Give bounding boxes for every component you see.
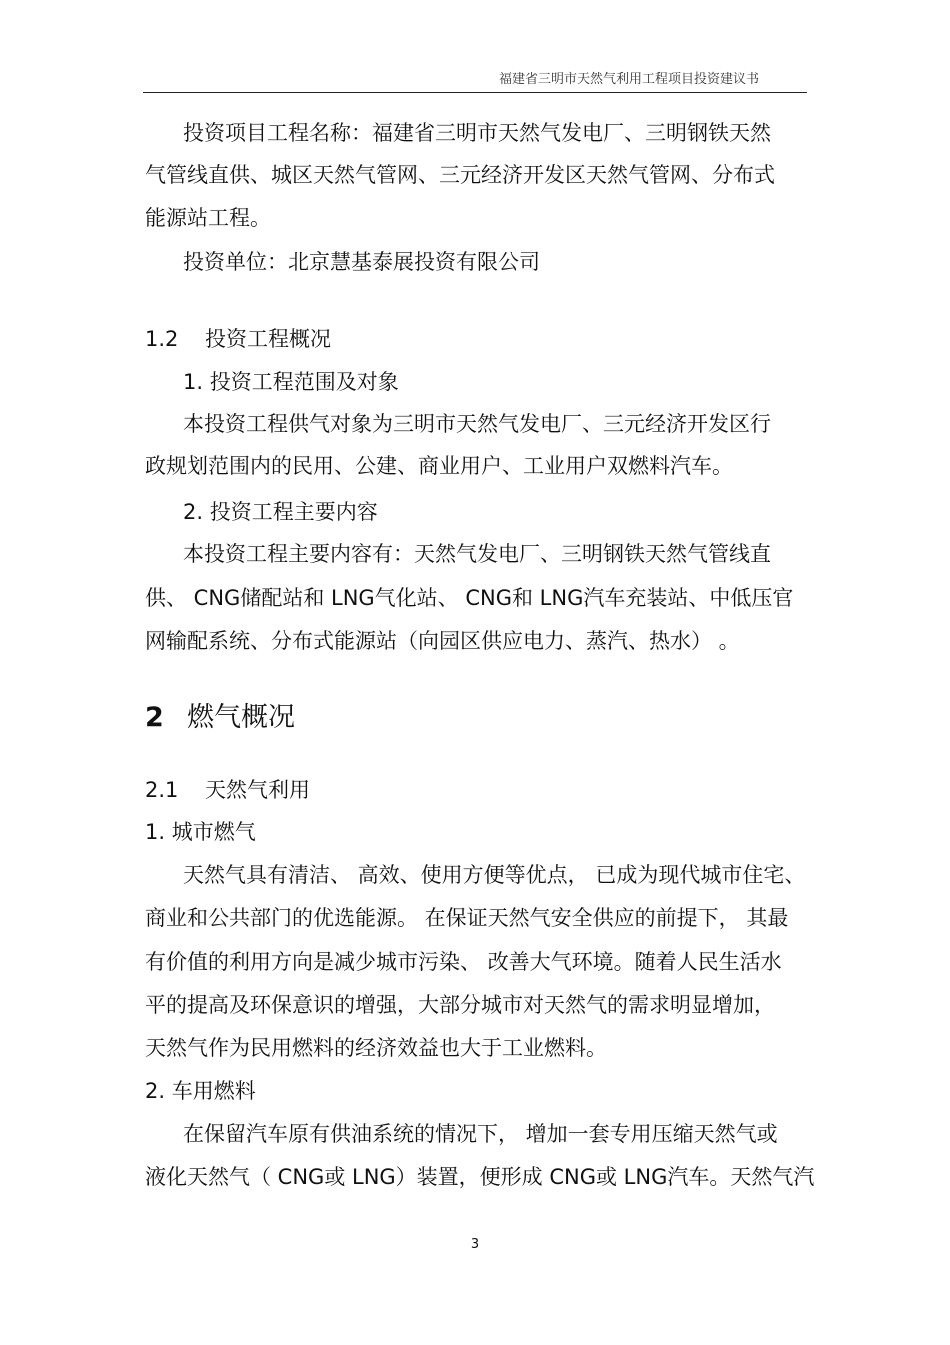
section-title: 天然气利用 bbox=[205, 778, 310, 802]
paragraph-line: 天然气具有清洁、 高效、使用方便等优点， 已成为现代城市住宅、 bbox=[183, 863, 806, 887]
section-number: 2.1 bbox=[145, 778, 179, 802]
subsection-heading: 1. 城市燃气 bbox=[145, 820, 256, 844]
section-number: 2 bbox=[145, 702, 164, 733]
section-number: 1.2 bbox=[145, 327, 179, 351]
section-title: 投资工程概况 bbox=[205, 327, 331, 351]
header-title: 福建省三明市天然气利用工程项目投资建议书 bbox=[498, 72, 759, 87]
paragraph-line: 投资单位：北京慧基泰展投资有限公司 bbox=[183, 250, 540, 274]
paragraph-line: 供、 CNG储配站和 LNG气化站、 CNG和 LNG汽车充装站、中低压官 bbox=[145, 586, 794, 610]
section-heading-2-1 bbox=[145, 776, 310, 804]
list-item: 1. 投资工程范围及对象 bbox=[183, 370, 399, 394]
paragraph-line: 有价值的利用方向是减少城市污染、 改善大气环境。随着人民生活水 bbox=[145, 950, 782, 974]
section-heading-2 bbox=[145, 701, 295, 735]
paragraph-line: 在保留汽车原有供油系统的情况下， 增加一套专用压缩天然气或 bbox=[183, 1122, 778, 1146]
page-header bbox=[143, 66, 807, 93]
section-heading-1-2 bbox=[145, 325, 331, 353]
list-item: 2. 投资工程主要内容 bbox=[183, 500, 378, 524]
paragraph-line: 能源站工程。 bbox=[145, 206, 271, 230]
section-title: 燃气概况 bbox=[187, 702, 295, 733]
paragraph-line: 气管线直供、城区天然气管网、三元经济开发区天然气管网、分布式 bbox=[145, 163, 775, 187]
paragraph-line: 本投资工程供气对象为三明市天然气发电厂、三元经济开发区行 bbox=[183, 412, 771, 436]
paragraph-line: 投资项目工程名称：福建省三明市天然气发电厂、三明钢铁天然 bbox=[183, 121, 771, 145]
paragraph-line: 平的提高及环保意识的增强，大部分城市对天然气的需求明显增加， bbox=[145, 993, 775, 1017]
subsection-heading: 2. 车用燃料 bbox=[145, 1079, 256, 1103]
paragraph-line: 网输配系统、分布式能源站（向园区供应电力、蒸汽、热水） 。 bbox=[145, 629, 740, 653]
paragraph-line: 政规划范围内的民用、公建、商业用户、工业用户双燃料汽车。 bbox=[145, 454, 733, 478]
paragraph-line: 本投资工程主要内容有：天然气发电厂、三明钢铁天然气管线直 bbox=[183, 542, 771, 566]
page-number: 3 bbox=[470, 1237, 480, 1252]
paragraph-line: 天然气作为民用燃料的经济效益也大于工业燃料。 bbox=[145, 1036, 607, 1060]
paragraph-line: 商业和公共部门的优选能源。 在保证天然气安全供应的前提下， 其最 bbox=[145, 906, 789, 930]
paragraph-line: 液化天然气（ CNG或 LNG）装置，便形成 CNG或 LNG汽车。天然气汽 bbox=[145, 1165, 815, 1189]
